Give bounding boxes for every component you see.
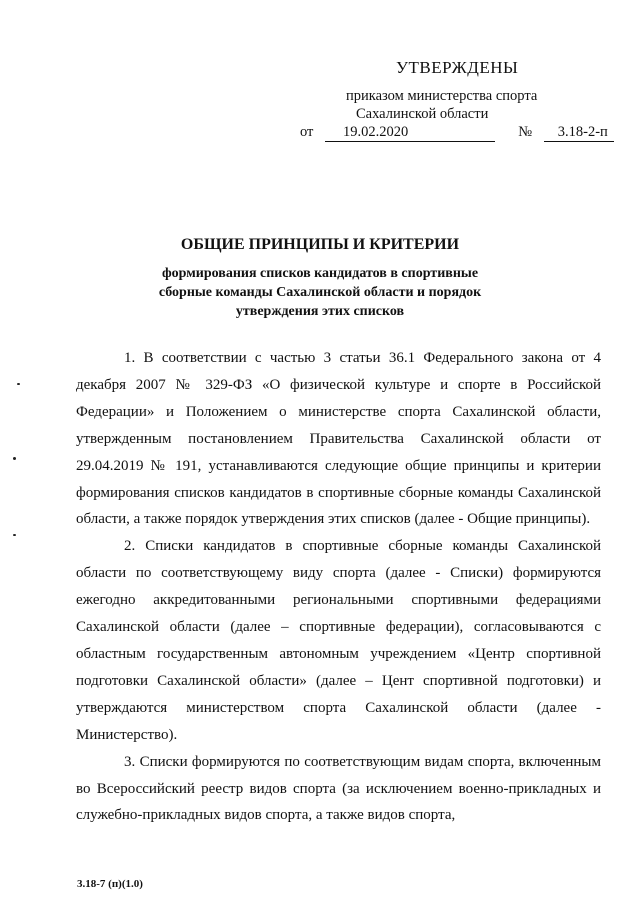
document-subtitle <box>80 264 560 321</box>
subtitle-line: формирования списков кандидатов в спортивные <box>161 266 479 281</box>
scan-speck <box>13 457 16 460</box>
document-code: 3.18-7 (п)(1.0) <box>77 878 143 890</box>
paragraph-1: 1. В соответствии с частью 3 статьи 36.1 Федерального закона от 4 декабря 2007 № 329-ФЗ «О физической культуре и спорте в Российской Федерации» и Положением о министерстве спорта Сахалинской области, утвержденным постановлением Правительства Сахалинской области от 29.04.2019 № 191, устанавливаются следующие общие принципы и критерии формирования списков кандидатов в спортивные сборные команды Сахалинской области, а также порядок утверждения этих списков (далее - Общие принципы). <box>76 350 601 528</box>
date-prefix: от <box>300 124 314 140</box>
approval-order-line: приказом министерства спорта <box>346 88 538 104</box>
document-title: ОБЩИЕ ПРИНЦИПЫ И КРИТЕРИИ <box>180 236 460 253</box>
subtitle-line: сборные команды Сахалинской области и порядок <box>158 285 482 300</box>
approval-title: УТВЕРЖДЕНЫ <box>396 58 519 77</box>
approval-date: 19.02.2020 <box>325 124 495 142</box>
subtitle-line: утверждения этих списков <box>235 304 405 319</box>
approval-region-line: Сахалинской области <box>356 106 489 122</box>
approval-date-line <box>300 124 614 142</box>
scan-speck <box>17 383 20 385</box>
number-prefix: № <box>518 124 533 140</box>
document-body <box>76 345 601 829</box>
paragraph-3: 3. Списки формируются по соответствующим видам спорта, включенным во Всероссийский реестр видов спорта (за исключением военно-прикладных и служебно-прикладных видов спорта, а также видов спорта, <box>76 753 601 824</box>
approval-number: 3.18-2-п <box>544 124 614 142</box>
paragraph-2: 2. Списки кандидатов в спортивные сборные команды Сахалинской области по соответствующему виду спорта (далее - Списки) формируются ежегодно аккредитованными региональными спортивными федерациями Сахалинской области (далее – спортивные федерации), согласовываются с областным государственным автономным учреждением «Центр спортивной подготовки Сахалинской области» (далее – Цент спортивной подготовки) и утверждаются министерством спорта Сахалинской области (далее - Министерство). <box>76 538 601 743</box>
scan-speck <box>13 534 16 536</box>
